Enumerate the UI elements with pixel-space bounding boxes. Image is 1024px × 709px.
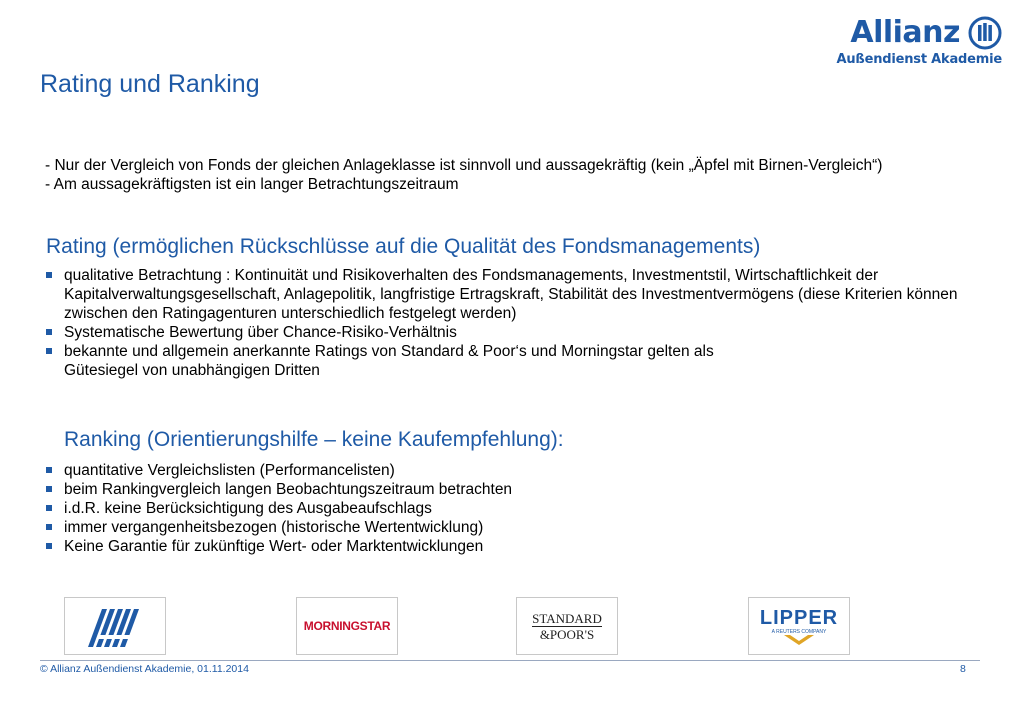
allianz-eagle-icon bbox=[968, 16, 1002, 50]
list-item bbox=[45, 499, 945, 518]
list-item bbox=[45, 461, 945, 480]
bullet-icon bbox=[46, 543, 52, 549]
list-item-text: quantitative Vergleichslisten (Performancelisten) bbox=[64, 462, 395, 479]
rating-heading: Rating (ermöglichen Rückschlüsse auf die Qualität des Fondsmanagements) bbox=[46, 235, 761, 258]
bullet-icon bbox=[46, 524, 52, 530]
lipper-logo-subtext: A REUTERS COMPANY bbox=[771, 629, 827, 635]
allianz-logo bbox=[837, 16, 1002, 67]
sp-logo-line2: &POOR'S bbox=[539, 626, 595, 642]
brand-subtitle: Außendienst Akademie bbox=[836, 52, 1002, 67]
brand-name: Allianz bbox=[850, 15, 960, 50]
lipper-logo bbox=[748, 597, 850, 655]
page-number: 8 bbox=[960, 663, 966, 675]
footer-divider bbox=[40, 660, 980, 661]
page-title: Rating und Ranking bbox=[40, 70, 260, 98]
lipper-check-icon bbox=[784, 635, 814, 645]
bar-logo bbox=[64, 597, 166, 655]
sp-logo-line1: STANDARD bbox=[532, 610, 602, 626]
lipper-logo-text: LIPPER bbox=[759, 607, 839, 629]
ranking-list bbox=[45, 461, 945, 556]
list-item bbox=[45, 323, 995, 342]
ranking-heading: Ranking (Orientierungshilfe – keine Kaufempfehlung): bbox=[64, 428, 564, 451]
list-item-text: Systematische Bewertung über Chance-Risiko-Verhältnis bbox=[64, 324, 457, 341]
list-item-text: qualitative Betrachtung : Kontinuität und Risikoverhalten des Fondsmanagements, Investmentstil, Wirtschaftlichkeit der Kapitalverwaltungsgesellschaft, Anlagepolitik, langfristige Ertragskraft, Stabilität des Investmentvermögens (diese Kriterien können zwischen den Ratingagenturen unterschiedlich festgelegt werden) bbox=[64, 267, 958, 322]
footer-copyright: © Allianz Außendienst Akademie, 01.11.2014 bbox=[40, 663, 249, 675]
list-item-text: i.d.R. keine Berücksichtigung des Ausgabeaufschlags bbox=[64, 500, 432, 517]
intro-line: - Am aussagekräftigsten ist ein langer Betrachtungszeitraum bbox=[45, 176, 459, 193]
bullet-icon bbox=[46, 272, 52, 278]
rating-list bbox=[45, 266, 995, 380]
list-item-text: Keine Garantie für zukünftige Wert- oder Marktentwicklungen bbox=[64, 538, 484, 555]
bullet-icon bbox=[46, 505, 52, 511]
morningstar-logo-text: MORNINGSTAR bbox=[303, 619, 391, 633]
intro-line: - Nur der Vergleich von Fonds der gleichen Anlageklasse ist sinnvoll und aussagekräftig (kein „Äpfel mit Birnen-Vergleich“) bbox=[45, 157, 883, 174]
bullet-icon bbox=[46, 329, 52, 335]
morningstar-logo bbox=[296, 597, 398, 655]
agency-logos bbox=[64, 597, 854, 655]
list-item-text: immer vergangenheitsbezogen (historische Wertentwicklung) bbox=[64, 519, 484, 536]
bar-logo-icon bbox=[80, 603, 150, 649]
list-item bbox=[45, 342, 784, 380]
bullet-icon bbox=[46, 467, 52, 473]
list-item bbox=[45, 518, 945, 537]
list-item bbox=[45, 266, 995, 323]
bullet-icon bbox=[46, 486, 52, 492]
list-item-text: bekannte und allgemein anerkannte Ratings von Standard & Poor‘s und Morningstar gelten als Gütesiegel von unabhängigen Dritten bbox=[64, 343, 714, 379]
list-item bbox=[45, 480, 945, 499]
list-item-text: beim Rankingvergleich langen Beobachtungszeitraum betrachten bbox=[64, 481, 513, 498]
standard-poors-logo bbox=[516, 597, 618, 655]
bullet-icon bbox=[46, 348, 52, 354]
list-item bbox=[45, 537, 945, 556]
intro-text bbox=[45, 156, 975, 194]
